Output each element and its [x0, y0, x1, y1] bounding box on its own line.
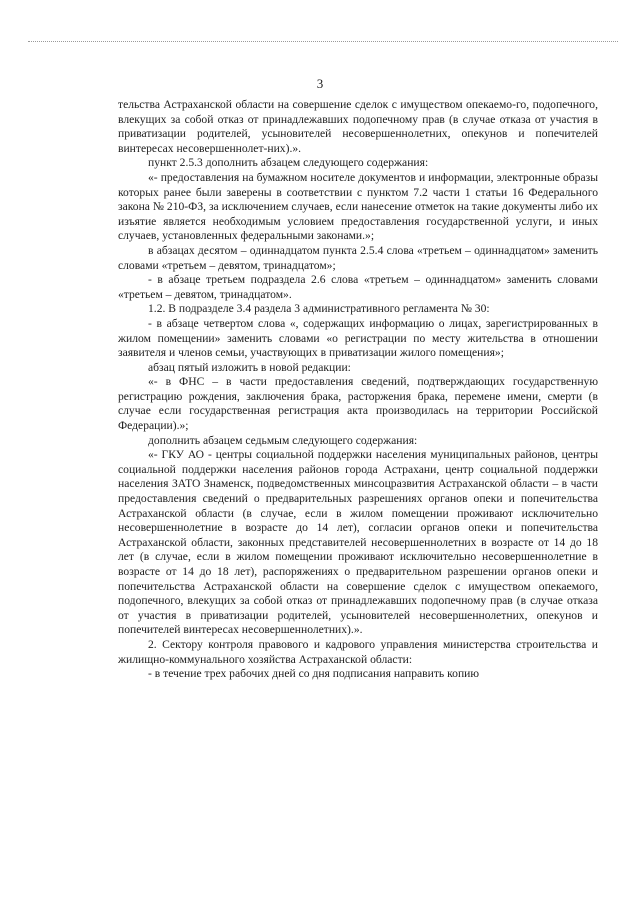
paragraph-1: тельства Астраханской области на совершение сделок с имуществом опекаемо-го, подопечного, влекущих за собой отказ от принадлежавших подопечному прав (в случае отказа от участия в приватизации родителей, усыновителей несовершеннолетних, опекунов и попечителей винтересах несовершеннолет-них).».: [118, 98, 598, 155]
paragraph-8: абзац пятый изложить в новой редакции:: [148, 360, 351, 374]
paragraph-13: - в течение трех рабочих дней со дня подписания направить копию: [148, 667, 480, 681]
document-body: [118, 98, 598, 682]
paragraph-9: «- в ФНС – в части предоставления сведений, подтверждающих государственную регистрацию рождения, заключения брака, расторжения брака, перемене имени, смерти (в случае если государственная регистрация акта производилась на территории Российской Федерации).»;: [118, 375, 598, 433]
paragraph-4: в абзацах десятом – одиннадцатом пункта 2.5.4 слова «третьем – одиннадцатом» заменить словами «третьем – девятом, тринадцатом»;: [118, 243, 598, 272]
paragraph-11: «- ГКУ АО - центры социальной поддержки населения муниципальных районов, центры социальной поддержки населения районов города Астрахани, центр социальной поддержки населения ЗАТО Знаменск, подведомственных минсоцразвития Астраханской области – в части предоставления сведений о предварительных разрешениях органов опеки и попечительства Астраханской области (в случае, если в жилом помещении проживают исключительно несовершеннолетние в возрасте до 14 лет), согласии органов опеки и попечительства Астраханской области, законных представителей несовершеннолетних в возрасте от 14 до 18 лет (в случае, если в жилом помещении проживают исключительно несовершеннолетние в возрасте от 14 до 18 лет), распоряжениях о предварительном разрешении органов опеки и попечительства Астраханской области на совершение сделок с имуществом опекаемого, подопечного, влекущих за собой отказ от принадлежавших подопечному прав (в случае отказа от участия в приватизации родителей, усыновителей несовершеннолетних, опекунов и попечителей винтересах несовершеннолетних).».: [118, 448, 598, 637]
page-number: 3: [316, 76, 324, 91]
paragraph-10: дополнить абзацем седьмым следующего содержания:: [148, 433, 418, 447]
paragraph-7: - в абзаце четвертом слова «, содержащих информацию о лицах, зарегистрированных в жилом помещении» заменить словами «о регистрации по месту жительства в отношении заявителя и членов семьи, участвующих в приватизации жилого помещения»;: [118, 316, 598, 360]
paragraph-5: - в абзаце третьем подраздела 2.6 слова «третьем – одиннадцатом» заменить словами «третьем – девятом, тринадцатом».: [118, 273, 598, 301]
paragraph-3: «- предоставления на бумажном носителе документов и информации, электронные образы которых ранее были заверены в соответствии с пунктом 7.2 части 1 статьи 16 Федерального закона № 210-ФЗ, за исключением случаев, если нанесение отметок на такие документы либо их изъятие является необходимым условием предоставления государственной услуги, и иных случаев, установленных федеральными законами.»;: [118, 170, 598, 243]
paragraph-2: пункт 2.5.3 дополнить абзацем следующего содержания:: [148, 156, 429, 170]
paragraph-6: 1.2. В подразделе 3.4 раздела 3 административного регламента № 30:: [148, 302, 490, 316]
scan-edge-line: [28, 41, 618, 42]
paragraph-12: 2. Сектору контроля правового и кадрового управления министерства строительства и жилищно-коммунального хозяйства Астраханской области:: [118, 637, 598, 666]
